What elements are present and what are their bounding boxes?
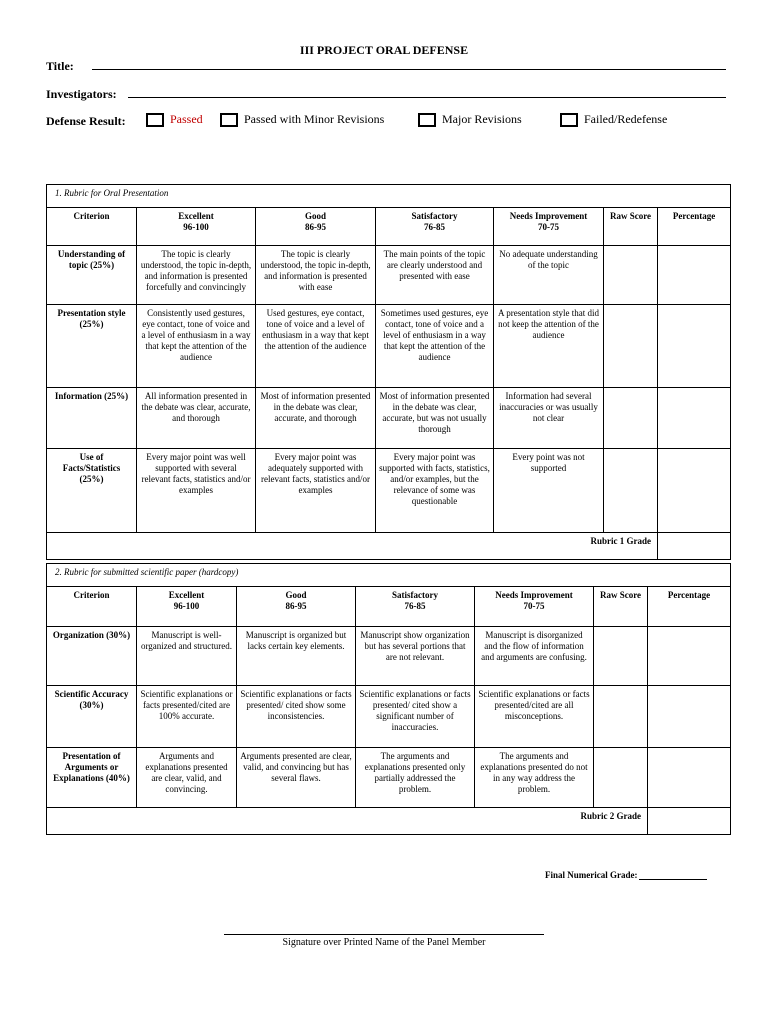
needs-improvement-cell: Scientific explanations or facts presented/cited are all misconceptions. [475, 686, 594, 748]
table-row [47, 305, 731, 388]
criterion-cell: Scientific Accuracy (30%) [47, 686, 137, 748]
header-satisfactory: Satisfactory 76-85 [376, 208, 494, 246]
rubric-1-section-title: 1. Rubric for Oral Presentation [47, 185, 731, 208]
option-minor-revisions-label: Passed with Minor Revisions [244, 112, 385, 126]
option-major-revisions[interactable] [418, 112, 522, 127]
title-input-line[interactable] [92, 69, 726, 70]
good-cell: Most of information presented in the debate was clear, accurate, and thorough [256, 388, 376, 449]
option-major-revisions-label: Major Revisions [442, 112, 522, 126]
rubric-2-grade-label: Rubric 2 Grade [47, 808, 648, 835]
checkbox-minor-revisions[interactable] [220, 113, 238, 127]
table-row [47, 449, 731, 533]
good-cell: Arguments presented are clear, valid, and convincing but has several flaws. [237, 748, 356, 808]
header-needs-improvement: Needs Improvement 70-75 [475, 587, 594, 627]
good-cell: Used gestures, eye contact, tone of voice and a level of enthusiasm in a way that kept the attention of the audience [256, 305, 376, 388]
rubric-1-grade-label: Rubric 1 Grade [47, 533, 658, 560]
rubric-2-grade-row [47, 808, 731, 835]
investigators-label: Investigators: [46, 87, 117, 101]
header-criterion: Criterion [47, 208, 137, 246]
raw-score-cell[interactable] [604, 246, 658, 305]
criterion-cell: Information (25%) [47, 388, 137, 449]
excellent-cell: Scientific explanations or facts presented/cited are 100% accurate. [137, 686, 237, 748]
header-satisfactory: Satisfactory 76-85 [356, 587, 475, 627]
good-cell: Every major point was adequately supported with relevant facts, statistics and/or examples [256, 449, 376, 533]
needs-improvement-cell: The arguments and explanations presented do not in any way address the problem. [475, 748, 594, 808]
criterion-cell: Presentation style (25%) [47, 305, 137, 388]
option-failed-redefense[interactable] [560, 112, 667, 127]
rubric-2-section-title: 2. Rubric for submitted scientific paper (hardcopy) [47, 564, 731, 587]
rubric-2-table [46, 563, 731, 835]
header-good: Good 86-95 [237, 587, 356, 627]
rubric-1-grade-row [47, 533, 731, 560]
needs-improvement-cell: A presentation style that did not keep the attention of the audience [494, 305, 604, 388]
investigators-input-line[interactable] [128, 97, 726, 98]
percentage-cell[interactable] [658, 388, 731, 449]
raw-score-cell[interactable] [594, 686, 648, 748]
percentage-cell[interactable] [648, 627, 731, 686]
excellent-cell: Every major point was well supported with several relevant facts, statistics and/or examples [137, 449, 256, 533]
rubric-2-grade-value[interactable] [648, 808, 731, 835]
raw-score-cell[interactable] [604, 449, 658, 533]
final-grade [545, 870, 707, 880]
percentage-cell[interactable] [648, 686, 731, 748]
signature-line[interactable] [224, 934, 544, 935]
good-cell: Scientific explanations or facts presented/ cited show some inconsistencies. [237, 686, 356, 748]
satisfactory-cell: Sometimes used gestures, eye contact, tone of voice and a level of enthusiasm in a way that kept the attention of the audience [376, 305, 494, 388]
defense-result-label: Defense Result: [46, 114, 126, 128]
signature-label: Signature over Printed Name of the Panel Member [282, 937, 486, 948]
excellent-cell: All information presented in the debate was clear, accurate, and thorough [137, 388, 256, 449]
option-failed-redefense-label: Failed/Redefense [584, 112, 668, 126]
header-raw-score: Raw Score [604, 208, 658, 246]
table-row [47, 748, 731, 808]
satisfactory-cell: Every major point was supported with facts, statistics, and/or examples, but the relevance of some was questionable [376, 449, 494, 533]
header-needs-improvement: Needs Improvement 70-75 [494, 208, 604, 246]
percentage-cell[interactable] [658, 246, 731, 305]
checkbox-passed[interactable] [146, 113, 164, 127]
percentage-cell[interactable] [658, 305, 731, 388]
satisfactory-cell: The main points of the topic are clearly understood and presented with ease [376, 246, 494, 305]
title-label: Title: [46, 59, 74, 73]
option-passed-label: Passed [170, 112, 203, 126]
checkbox-failed-redefense[interactable] [560, 113, 578, 127]
percentage-cell[interactable] [648, 748, 731, 808]
excellent-cell: Arguments and explanations presented are clear, valid, and convincing. [137, 748, 237, 808]
raw-score-cell[interactable] [604, 388, 658, 449]
satisfactory-cell: Manuscript show organization but has several portions that are not relevant. [356, 627, 475, 686]
header-good: Good 86-95 [256, 208, 376, 246]
rubric-1-grade-value[interactable] [658, 533, 731, 560]
satisfactory-cell: Most of information presented in the debate was clear, accurate, but was not usually thorough [376, 388, 494, 449]
header-excellent: Excellent 96-100 [137, 587, 237, 627]
table-row [47, 246, 731, 305]
header-percentage: Percentage [658, 208, 731, 246]
option-minor-revisions[interactable] [220, 112, 384, 127]
checkbox-major-revisions[interactable] [418, 113, 436, 127]
table-row [47, 627, 731, 686]
final-grade-label: Final Numerical Grade: [545, 870, 638, 880]
needs-improvement-cell: No adequate understanding of the topic [494, 246, 604, 305]
needs-improvement-cell: Information had several inaccuracies or was usually not clear [494, 388, 604, 449]
criterion-cell: Presentation of Arguments or Explanations (40%) [47, 748, 137, 808]
excellent-cell: The topic is clearly understood, the topic in-depth, and information is presented forcefully and convincingly [137, 246, 256, 305]
excellent-cell: Consistently used gestures, eye contact, tone of voice and a level of enthusiasm in a way that kept the attention of the audience [137, 305, 256, 388]
criterion-cell: Understanding of topic (25%) [47, 246, 137, 305]
satisfactory-cell: Scientific explanations or facts presented/ cited show a significant number of inaccuracies. [356, 686, 475, 748]
needs-improvement-cell: Manuscript is disorganized and the flow of information and arguments are confusing. [475, 627, 594, 686]
page-title: III PROJECT ORAL DEFENSE [299, 43, 469, 57]
raw-score-cell[interactable] [604, 305, 658, 388]
needs-improvement-cell: Every point was not supported [494, 449, 604, 533]
raw-score-cell[interactable] [594, 748, 648, 808]
header-percentage: Percentage [648, 587, 731, 627]
good-cell: The topic is clearly understood, the topic in-depth, and information is presented with ease [256, 246, 376, 305]
header-raw-score: Raw Score [594, 587, 648, 627]
option-passed[interactable] [146, 112, 203, 127]
criterion-cell: Use of Facts/Statistics (25%) [47, 449, 137, 533]
criterion-cell: Organization (30%) [47, 627, 137, 686]
excellent-cell: Manuscript is well-organized and structured. [137, 627, 237, 686]
table-row [47, 388, 731, 449]
defense-result-row [46, 112, 746, 132]
satisfactory-cell: The arguments and explanations presented only partially addressed the problem. [356, 748, 475, 808]
rubric-1-table [46, 184, 731, 560]
table-row [47, 686, 731, 748]
header-criterion: Criterion [47, 587, 137, 627]
percentage-cell[interactable] [658, 449, 731, 533]
raw-score-cell[interactable] [594, 627, 648, 686]
header-excellent: Excellent 96-100 [137, 208, 256, 246]
final-grade-input-line[interactable] [639, 879, 707, 880]
good-cell: Manuscript is organized but lacks certain key elements. [237, 627, 356, 686]
